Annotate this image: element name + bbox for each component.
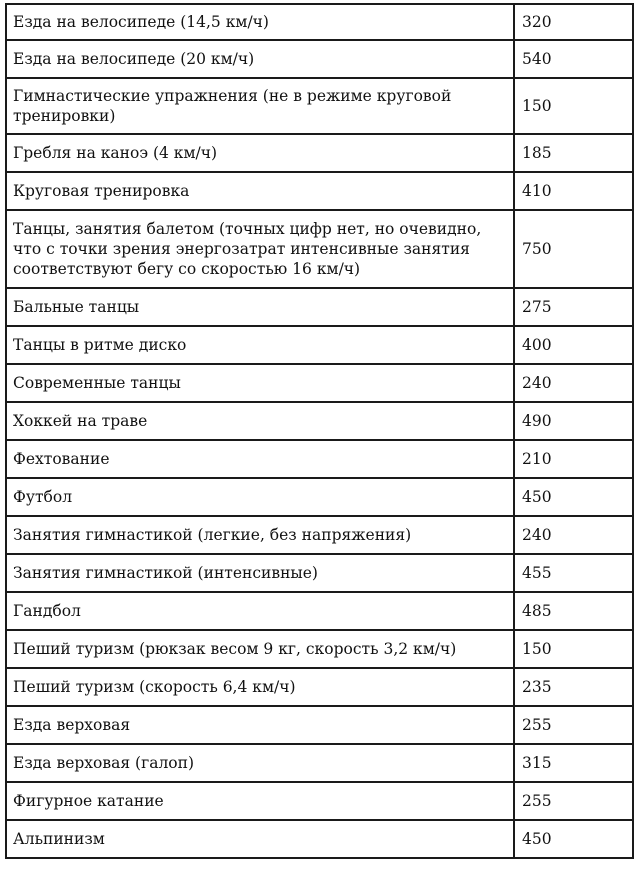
activity-cell: Занятия гимнастикой (легкие, без напряжения): [6, 516, 514, 554]
activity-cell: Танцы, занятия балетом (точных цифр нет, но очевидно, что с точки зрения энергозатрат интенсивные занятия соответствуют бегу со скоростью 16 км/ч): [6, 210, 514, 288]
energy-expenditure-table: [5, 3, 634, 859]
energy-value-cell: 315: [514, 744, 633, 782]
table-row: [6, 40, 633, 78]
activity-cell: Бальные танцы: [6, 288, 514, 326]
activity-cell: Гандбол: [6, 592, 514, 630]
activity-cell: Танцы в ритме диско: [6, 326, 514, 364]
table-row: [6, 326, 633, 364]
activity-cell: Пеший туризм (скорость 6,4 км/ч): [6, 668, 514, 706]
table-row: [6, 554, 633, 592]
activity-cell: Хоккей на траве: [6, 402, 514, 440]
document-page: [5, 3, 633, 859]
table-row: [6, 630, 633, 668]
energy-value-cell: 185: [514, 134, 633, 172]
energy-value-cell: 750: [514, 210, 633, 288]
activity-cell: Футбол: [6, 478, 514, 516]
table-row: [6, 78, 633, 134]
activity-cell: Пеший туризм (рюкзак весом 9 кг, скорость 3,2 км/ч): [6, 630, 514, 668]
energy-value-cell: 150: [514, 78, 633, 134]
energy-value-cell: 255: [514, 782, 633, 820]
activity-cell: Езда на велосипеде (20 км/ч): [6, 40, 514, 78]
activity-cell: Современные танцы: [6, 364, 514, 402]
energy-value-cell: 400: [514, 326, 633, 364]
energy-value-cell: 235: [514, 668, 633, 706]
energy-value-cell: 450: [514, 820, 633, 858]
table-row: [6, 210, 633, 288]
table-row: [6, 134, 633, 172]
energy-value-cell: 540: [514, 40, 633, 78]
table-row: [6, 402, 633, 440]
table-row: [6, 706, 633, 744]
table-row: [6, 288, 633, 326]
table-row: [6, 440, 633, 478]
energy-value-cell: 485: [514, 592, 633, 630]
activity-cell: Альпинизм: [6, 820, 514, 858]
activity-cell: Езда верховая (галоп): [6, 744, 514, 782]
activity-cell: Фигурное катание: [6, 782, 514, 820]
activity-cell: Гребля на каноэ (4 км/ч): [6, 134, 514, 172]
table-row: [6, 744, 633, 782]
table-row: [6, 820, 633, 858]
activity-cell: Езда верховая: [6, 706, 514, 744]
table-row: [6, 4, 633, 40]
energy-value-cell: 275: [514, 288, 633, 326]
table-row: [6, 782, 633, 820]
energy-value-cell: 410: [514, 172, 633, 210]
energy-value-cell: 255: [514, 706, 633, 744]
table-row: [6, 592, 633, 630]
energy-value-cell: 455: [514, 554, 633, 592]
activity-cell: Гимнастические упражнения (не в режиме круговой тренировки): [6, 78, 514, 134]
energy-value-cell: 240: [514, 516, 633, 554]
activity-cell: Езда на велосипеде (14,5 км/ч): [6, 4, 514, 40]
table-row: [6, 516, 633, 554]
energy-value-cell: 150: [514, 630, 633, 668]
energy-value-cell: 490: [514, 402, 633, 440]
table-row: [6, 172, 633, 210]
energy-value-cell: 450: [514, 478, 633, 516]
energy-value-cell: 210: [514, 440, 633, 478]
energy-value-cell: 320: [514, 4, 633, 40]
activity-cell: Круговая тренировка: [6, 172, 514, 210]
table-row: [6, 668, 633, 706]
table-row: [6, 478, 633, 516]
energy-value-cell: 240: [514, 364, 633, 402]
activity-cell: Фехтование: [6, 440, 514, 478]
table-row: [6, 364, 633, 402]
activity-cell: Занятия гимнастикой (интенсивные): [6, 554, 514, 592]
